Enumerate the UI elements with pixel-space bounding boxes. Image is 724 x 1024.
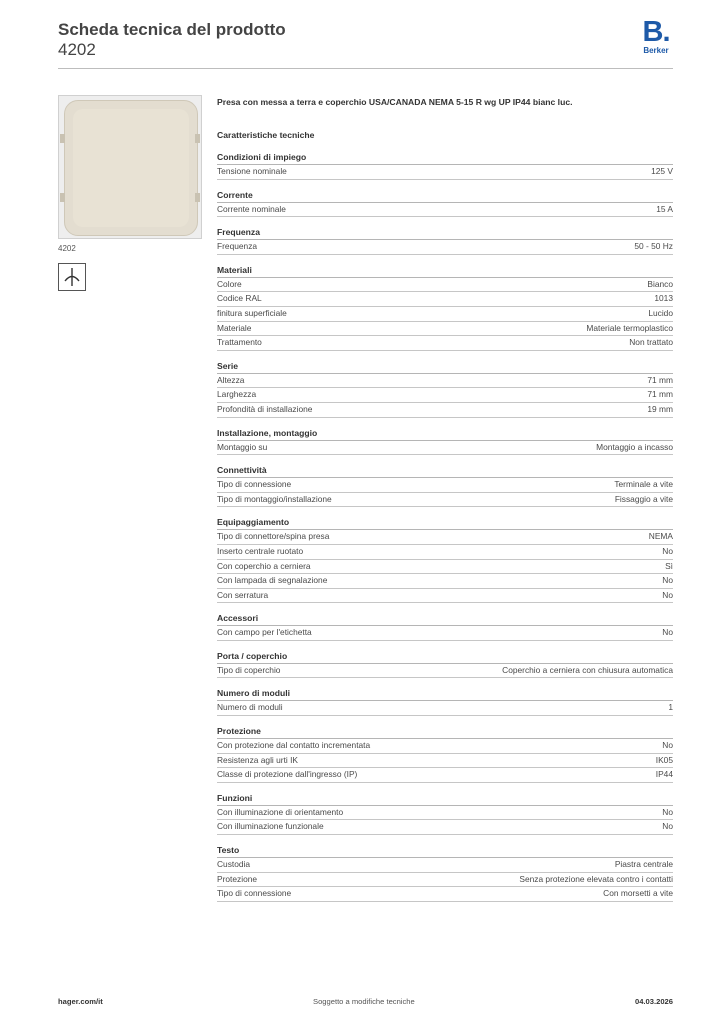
spec-value: No — [662, 627, 673, 638]
spec-row — [217, 820, 673, 835]
product-code: 4202 — [58, 40, 96, 59]
page-header — [58, 16, 673, 70]
spec-row — [217, 240, 673, 255]
section-title: Condizioni di impiego — [217, 151, 673, 165]
spec-row — [217, 493, 673, 508]
section-title: Serie — [217, 360, 673, 374]
spec-section — [217, 226, 673, 255]
spec-label: Tipo di connessione — [217, 479, 292, 490]
image-caption: 4202 — [58, 244, 76, 253]
footer-link[interactable]: hager.com/it — [58, 997, 103, 1006]
spec-value: IK05 — [655, 754, 673, 765]
spec-value: Terminale a vite — [614, 479, 673, 490]
section-title: Funzioni — [217, 792, 673, 806]
section-title: Corrente — [217, 189, 673, 203]
spec-label: Corrente nominale — [217, 203, 286, 214]
spec-section — [217, 516, 673, 603]
header-divider — [58, 68, 673, 69]
spec-label: Trattamento — [217, 337, 262, 348]
spec-value: Piastra centrale — [614, 859, 673, 870]
product-image-column — [58, 95, 202, 291]
spec-value: Fissaggio a vite — [614, 493, 673, 504]
spec-row — [217, 626, 673, 641]
spec-row — [217, 701, 673, 716]
spec-label: Tipo di connessione — [217, 888, 292, 899]
spec-row — [217, 560, 673, 575]
characteristics-title: Caratteristiche tecniche — [217, 130, 315, 140]
spec-value: 125 V — [651, 166, 673, 176]
spec-row — [217, 322, 673, 337]
spec-row — [217, 530, 673, 545]
spec-label: Resistenza agli urti IK — [217, 754, 298, 765]
spec-row — [217, 388, 673, 403]
section-title: Protezione — [217, 725, 673, 739]
spec-value: 71 mm — [647, 374, 673, 385]
spec-value: Coperchio a cerniera con chiusura automatica — [502, 664, 673, 675]
spec-section — [217, 464, 673, 507]
spec-label: Frequenza — [217, 241, 258, 252]
spec-value: Bianco — [647, 278, 673, 289]
spec-value: 19 mm — [647, 403, 673, 414]
spec-section — [217, 725, 673, 783]
spec-label: Codice RAL — [217, 293, 262, 304]
spec-label: Con coperchio a cerniera — [217, 560, 311, 571]
spec-row — [217, 574, 673, 589]
spec-value: 1 — [668, 702, 673, 713]
spec-label: Materiale — [217, 322, 252, 333]
spec-row — [217, 768, 673, 783]
section-title: Connettività — [217, 464, 673, 478]
section-title: Accessori — [217, 612, 673, 626]
spec-value: IP44 — [655, 769, 673, 780]
spec-section — [217, 650, 673, 679]
spec-section — [217, 427, 673, 456]
spec-row — [217, 336, 673, 351]
spec-row — [217, 478, 673, 493]
spec-value: Non trattato — [629, 337, 673, 348]
spec-row — [217, 858, 673, 873]
spec-row — [217, 403, 673, 418]
spec-label: Protezione — [217, 873, 258, 884]
spec-section — [217, 612, 673, 641]
spec-label: Con serratura — [217, 589, 269, 600]
spec-row — [217, 374, 673, 389]
spec-value: No — [662, 806, 673, 817]
logo-mark: B. — [642, 16, 670, 48]
spec-label: Larghezza — [217, 389, 257, 400]
spec-label: Numero di moduli — [217, 702, 283, 713]
spec-value: NEMA — [648, 531, 673, 542]
footer-note: Soggetto a modifiche tecniche — [313, 997, 415, 1006]
socket-symbol-icon — [58, 263, 86, 291]
section-title: Installazione, montaggio — [217, 427, 673, 441]
spec-label: Tipo di montaggio/installazione — [217, 493, 332, 504]
spec-label: Con campo per l'etichetta — [217, 627, 312, 638]
footer-date: 04.03.2026 — [634, 997, 673, 1006]
spec-row — [217, 545, 673, 560]
spec-label: Colore — [217, 278, 242, 289]
spec-row — [217, 292, 673, 307]
spec-section — [217, 792, 673, 835]
product-description: Presa con messa a terra e coperchio USA/CANADA NEMA 5-15 R wg UP IP44 bianc luc. — [217, 97, 573, 107]
section-title: Equipaggiamento — [217, 516, 673, 530]
section-title: Materiali — [217, 264, 673, 278]
spec-row — [217, 307, 673, 322]
spec-section — [217, 844, 673, 902]
spec-value: Lucido — [648, 307, 673, 318]
spec-section — [217, 151, 673, 180]
section-title: Porta / coperchio — [217, 650, 673, 664]
page-title: Scheda tecnica del prodotto — [58, 20, 286, 39]
product-image — [58, 95, 202, 239]
spec-label: Profondità di installazione — [217, 403, 313, 414]
spec-value: No — [662, 545, 673, 556]
spec-row — [217, 589, 673, 604]
spec-row — [217, 441, 673, 456]
section-title: Numero di moduli — [217, 687, 673, 701]
spec-row — [217, 754, 673, 769]
spec-value: 15 A — [656, 203, 673, 214]
spec-section — [217, 687, 673, 716]
spec-row — [217, 887, 673, 902]
spec-label: Con illuminazione funzionale — [217, 821, 324, 832]
spec-label: Con protezione dal contatto incrementata — [217, 740, 371, 751]
spec-section — [217, 360, 673, 418]
berker-logo — [639, 18, 673, 55]
spec-row — [217, 664, 673, 679]
spec-row — [217, 739, 673, 754]
spec-label: Tipo di connettore/spina presa — [217, 531, 330, 542]
spec-row — [217, 165, 673, 180]
spec-row — [217, 278, 673, 293]
spec-column — [217, 96, 673, 902]
spec-row — [217, 203, 673, 218]
spec-label: Montaggio su — [217, 441, 268, 452]
spec-label: Con lampada di segnalazione — [217, 575, 328, 586]
spec-row — [217, 806, 673, 821]
spec-value: No — [662, 575, 673, 586]
section-title: Frequenza — [217, 226, 673, 240]
spec-value: Materiale termoplastico — [586, 322, 673, 333]
spec-sections — [217, 151, 673, 902]
spec-label: Tensione nominale — [217, 166, 287, 176]
socket-plate — [64, 100, 198, 236]
spec-section — [217, 264, 673, 351]
spec-value: No — [662, 740, 673, 751]
spec-value: Montaggio a incasso — [596, 441, 673, 452]
spec-value: Sì — [665, 560, 673, 571]
spec-label: Custodia — [217, 859, 251, 870]
spec-label: Altezza — [217, 374, 245, 385]
spec-row — [217, 873, 673, 888]
spec-value: 50 - 50 Hz — [634, 241, 673, 252]
spec-value: 1013 — [654, 293, 673, 304]
spec-value: No — [662, 589, 673, 600]
spec-value: Con morsetti a vite — [603, 888, 673, 899]
spec-label: Tipo di coperchio — [217, 664, 281, 675]
section-title: Testo — [217, 844, 673, 858]
spec-label: Classe di protezione dall'ingresso (IP) — [217, 769, 358, 780]
spec-label: Inserto centrale ruotato — [217, 545, 304, 556]
spec-label: finitura superficiale — [217, 307, 287, 318]
spec-value: No — [662, 821, 673, 832]
spec-label: Con illuminazione di orientamento — [217, 806, 344, 817]
spec-value: Senza protezione elevata contro i contatti — [519, 873, 673, 884]
spec-value: 71 mm — [647, 389, 673, 400]
logo-text: Berker — [643, 46, 669, 55]
spec-section — [217, 189, 673, 218]
